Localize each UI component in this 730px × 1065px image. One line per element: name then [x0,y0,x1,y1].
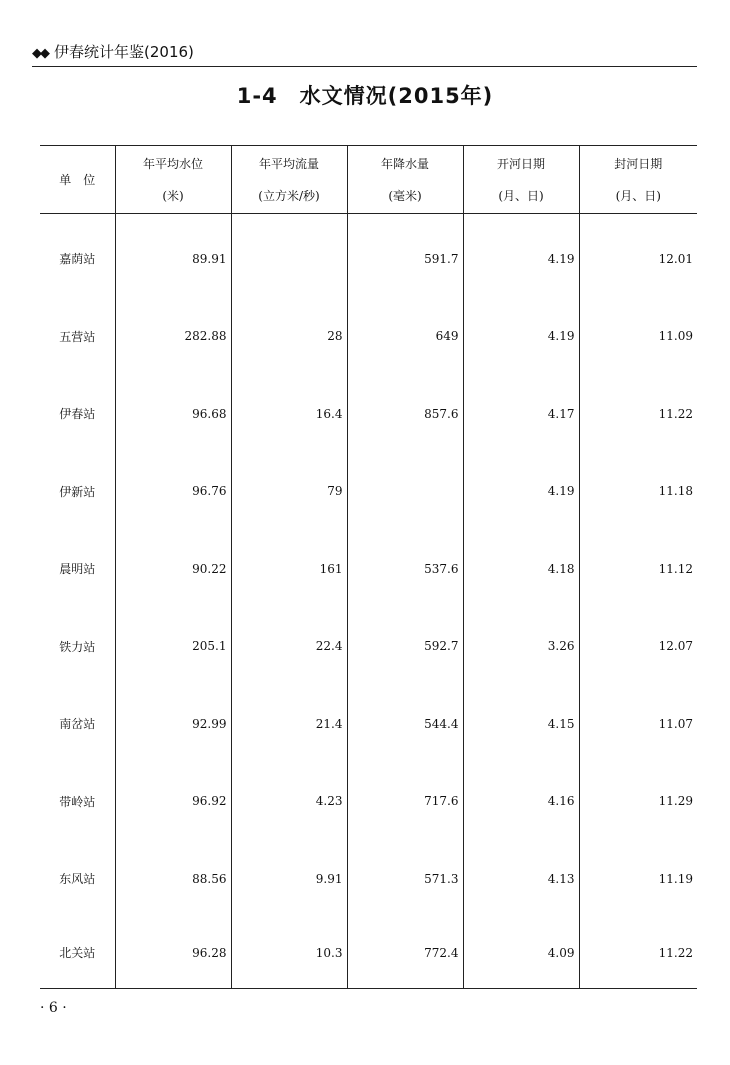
avg-water-level: 96.92 [115,763,231,841]
station-name: 五营站 [59,329,96,344]
table-row [40,685,697,763]
table-row [40,840,697,918]
table-row [40,214,697,298]
precipitation: 571.3 [347,840,463,918]
freeze-date: 12.07 [579,608,697,686]
avg-water-level: 89.91 [115,214,231,298]
thaw-date: 4.15 [463,685,579,763]
freeze-date: 11.19 [579,840,697,918]
avg-flow: 79 [231,453,347,531]
header-avg-flow: 年平均流量 (立方米/秒) [231,146,347,214]
freeze-date: 11.22 [579,918,697,989]
table-title: 1-4 水文情况(2015年) [236,84,494,108]
table-header-row [40,146,697,214]
freeze-date: 11.18 [579,453,697,531]
avg-flow: 22.4 [231,608,347,686]
station-name: 北关站 [40,918,115,989]
thaw-date: 4.19 [463,214,579,298]
precipitation: 544.4 [347,685,463,763]
precipitation: 537.6 [347,530,463,608]
avg-flow [231,214,347,298]
avg-flow: 21.4 [231,685,347,763]
avg-flow: 10.3 [231,918,347,989]
avg-flow: 16.4 [231,375,347,453]
avg-water-level: 88.56 [115,840,231,918]
freeze-date: 11.29 [579,763,697,841]
station-name: 伊新站 [59,484,96,499]
precipitation: 649 [347,298,463,376]
avg-flow: 28 [231,298,347,376]
station-name: 带岭站 [59,794,96,809]
avg-water-level: 282.88 [115,298,231,376]
thaw-date: 4.09 [463,918,579,989]
table-row [40,918,697,989]
station-name: 嘉荫站 [59,252,96,267]
thaw-date: 4.17 [463,375,579,453]
station-name: 伊春站 [59,407,96,422]
precipitation: 717.6 [347,763,463,841]
station-name: 东风站 [59,872,96,887]
header-freeze-date: 封河日期 (月、日) [579,146,697,214]
freeze-date: 11.12 [579,530,697,608]
freeze-date: 11.07 [579,685,697,763]
table-row [40,608,697,686]
hydrology-table [40,145,697,989]
table-row [40,375,697,453]
avg-water-level: 90.22 [115,530,231,608]
thaw-date: 4.18 [463,530,579,608]
page-number: · 6 · [40,1000,67,1016]
thaw-date: 4.19 [463,453,579,531]
avg-flow: 4.23 [231,763,347,841]
precipitation [347,453,463,531]
avg-flow: 161 [231,530,347,608]
diamond-bullet-icon: ◆◆ [32,46,48,61]
header-station: 单 位 [40,146,115,214]
header-thaw-date: 开河日期 (月、日) [463,146,579,214]
avg-water-level: 96.76 [115,453,231,531]
running-header [32,42,697,67]
precipitation: 592.7 [347,608,463,686]
freeze-date: 12.01 [579,214,697,298]
precipitation: 591.7 [347,214,463,298]
table-row [40,453,697,531]
header-avg-water-level: 年平均水位 (米) [115,146,231,214]
station-name: 晨明站 [59,562,96,577]
yearbook-title: 伊春统计年鉴(2016) [54,43,194,61]
thaw-date: 4.13 [463,840,579,918]
avg-flow: 9.91 [231,840,347,918]
header-precipitation: 年降水量 (毫米) [347,146,463,214]
table-row [40,530,697,608]
thaw-date: 4.16 [463,763,579,841]
table-row [40,298,697,376]
precipitation: 772.4 [347,918,463,989]
station-name: 铁力站 [59,639,96,654]
avg-water-level: 96.28 [115,918,231,989]
avg-water-level: 92.99 [115,685,231,763]
avg-water-level: 96.68 [115,375,231,453]
station-name: 南岔站 [59,717,96,732]
thaw-date: 4.19 [463,298,579,376]
freeze-date: 11.09 [579,298,697,376]
avg-water-level: 205.1 [115,608,231,686]
thaw-date: 3.26 [463,608,579,686]
freeze-date: 11.22 [579,375,697,453]
precipitation: 857.6 [347,375,463,453]
table-row [40,763,697,841]
